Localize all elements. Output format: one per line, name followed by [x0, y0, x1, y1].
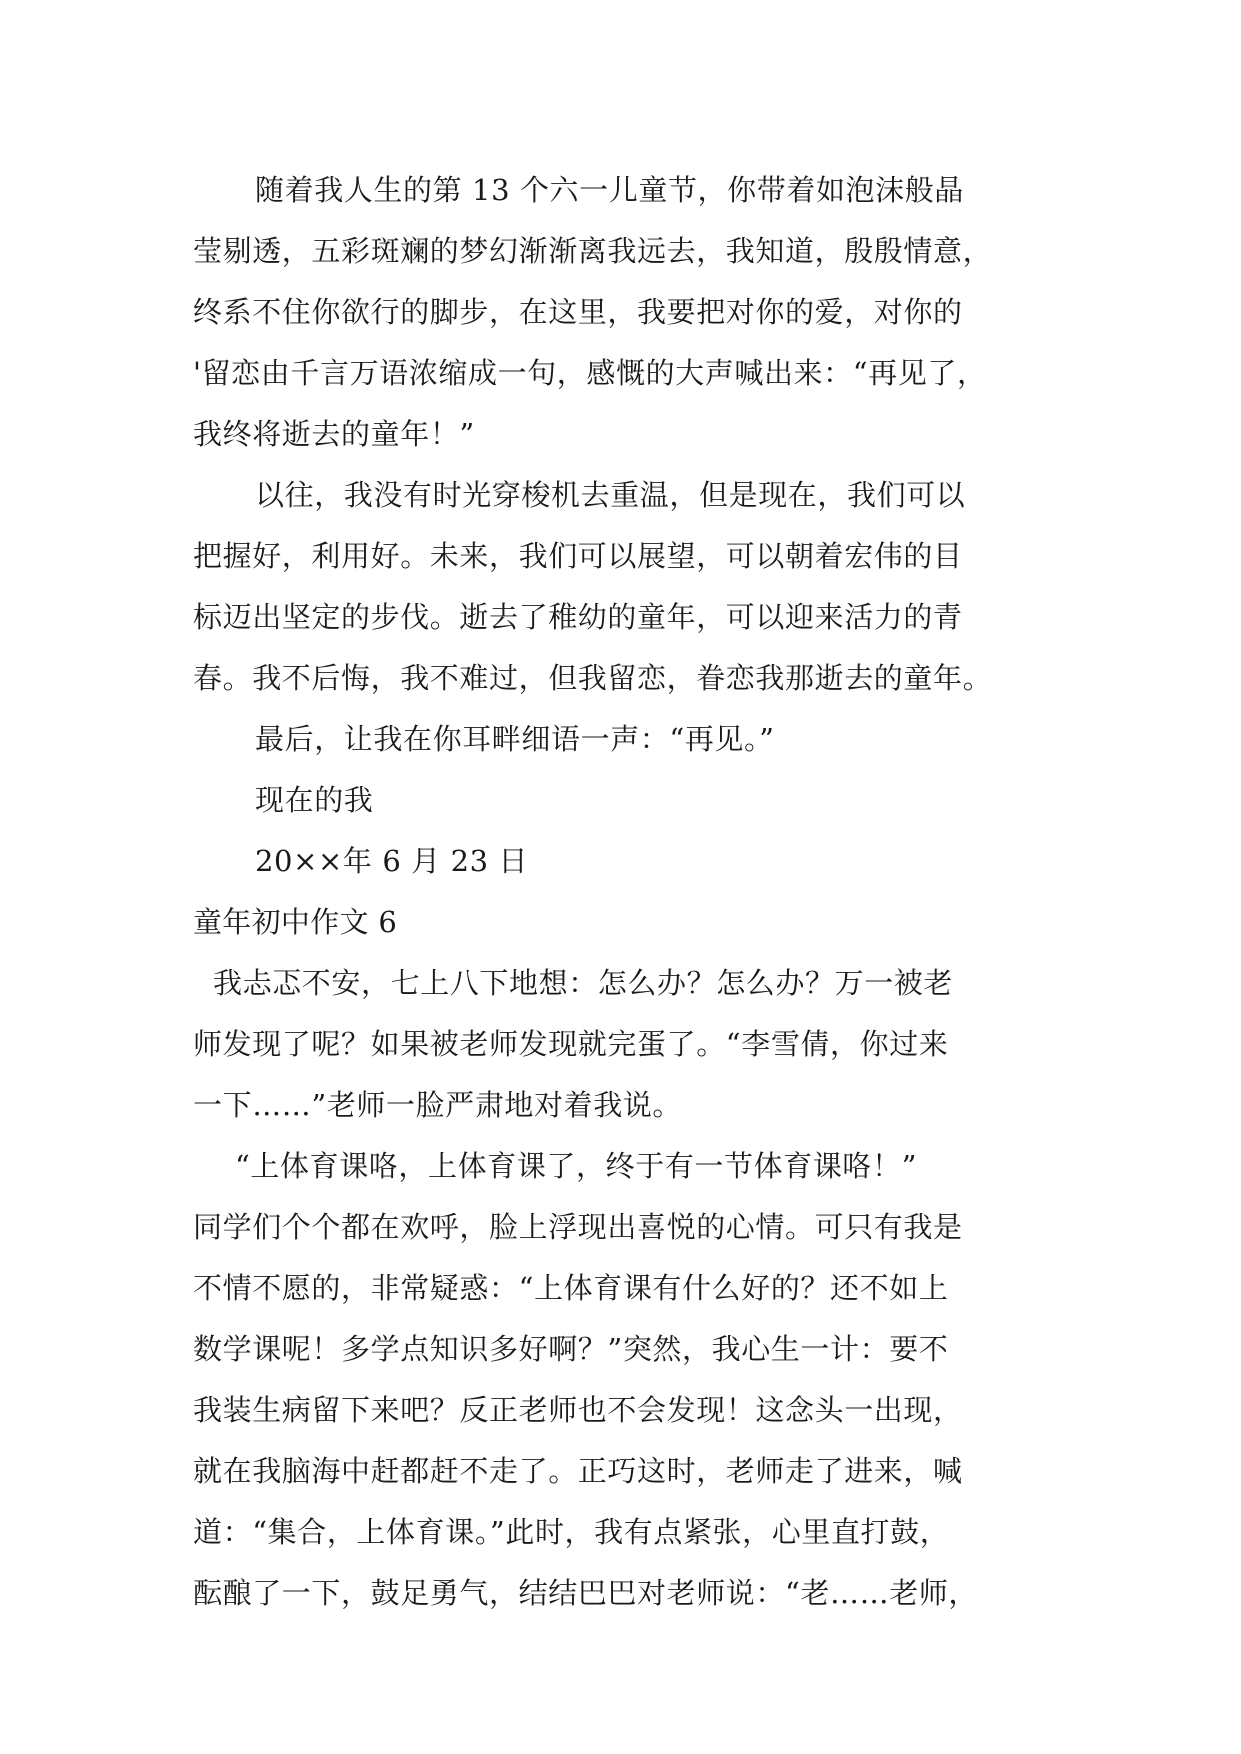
paragraph-line: 不情不愿的，非常疑惑：“上体育课有什么好的？还不如上 — [193, 1271, 949, 1305]
date-line: 20××年 6 月 23 日 — [255, 844, 529, 878]
paragraph-line: 春。我不后悔，我不难过，但我留恋，眷恋我那逝去的童年。 — [193, 661, 993, 695]
paragraph-line: “上体育课咯，上体育课了，终于有一节体育课咯！” — [235, 1149, 918, 1183]
paragraph-line: 数学课呢！多学点知识多好啊？”突然，我心生一计：要不 — [193, 1332, 949, 1366]
paragraph-line: 师发现了呢？如果被老师发现就完蛋了。“李雪倩，你过来 — [193, 1027, 949, 1061]
paragraph-line: 我装生病留下来吧？反正老师也不会发现！这念头一出现， — [193, 1393, 963, 1427]
paragraph-line: 最后，让我在你耳畔细语一声：“再见。” — [255, 722, 775, 756]
paragraph-line: 标迈出坚定的步伐。逝去了稚幼的童年，可以迎来活力的青 — [193, 600, 963, 634]
paragraph-line: 酝酿了一下，鼓足勇气，结结巴巴对老师说：“老……老师， — [193, 1576, 979, 1610]
paragraph-line: 以往，我没有时光穿梭机去重温，但是现在，我们可以 — [255, 478, 966, 512]
paragraph-line: 就在我脑海中赶都赶不走了。正巧这时，老师走了进来，喊 — [193, 1454, 963, 1488]
paragraph-line: 随着我人生的第 13 个六一儿童节，你带着如泡沫般晶 — [255, 173, 964, 207]
signature-line: 现在的我 — [255, 783, 374, 817]
paragraph-line: 把握好，利用好。未来，我们可以展望，可以朝着宏伟的目 — [193, 539, 963, 573]
paragraph-line: 一下……”老师一脸严肃地对着我说。 — [193, 1088, 683, 1122]
section-title: 童年初中作文 6 — [193, 905, 398, 939]
paragraph-line: 终系不住你欲行的脚步，在这里，我要把对你的爱，对你的 — [193, 295, 963, 329]
paragraph-line: 我忐忑不安，七上八下地想：怎么办？怎么办？万一被老 — [213, 966, 954, 1000]
paragraph-line: 我终将逝去的童年！” — [193, 417, 475, 451]
paragraph-line: 莹剔透，五彩斑斓的梦幻渐渐离我远去，我知道，殷殷情意， — [193, 234, 993, 268]
paragraph-line: '留恋由千言万语浓缩成一句，感慨的大声喊出来：“再见了， — [193, 356, 987, 390]
article-body — [193, 160, 1053, 1624]
paragraph-line: 道：“集合，上体育课。”此时，我有点紧张，心里直打鼓， — [193, 1515, 950, 1549]
paragraph-line: 同学们个个都在欢呼，脸上浮现出喜悦的心情。可只有我是 — [193, 1210, 963, 1244]
